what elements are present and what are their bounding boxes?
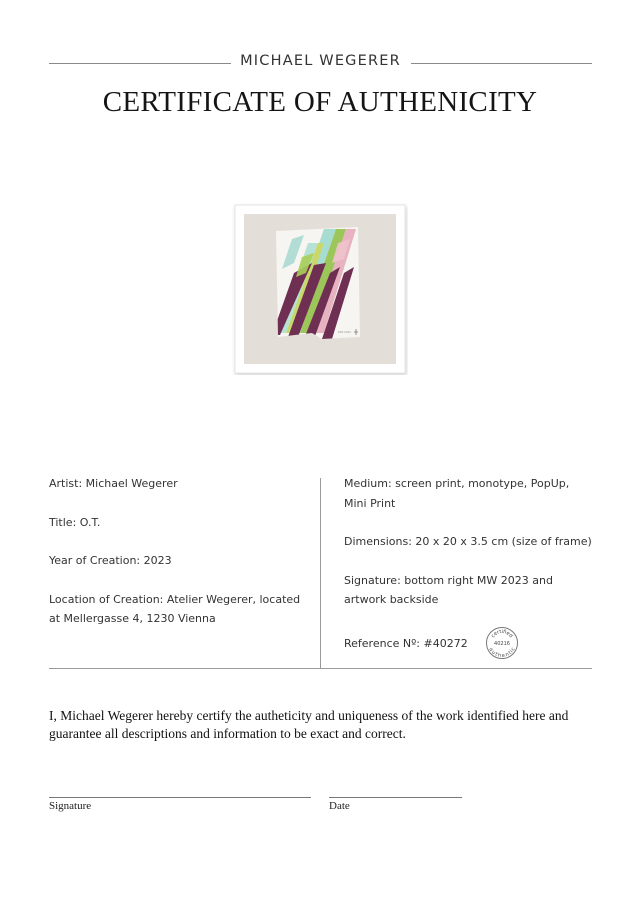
reference-row (344, 629, 592, 659)
column-divider (320, 478, 321, 668)
stamp-top-text: certified (489, 628, 514, 639)
stamp-bottom-text: authentic (487, 646, 517, 658)
artwork-image (232, 203, 408, 375)
reference-field: Reference Nº: #40272 (344, 636, 468, 650)
artist-name-heading: MICHAEL WEGERER (240, 53, 401, 69)
svg-text:authentic (487, 646, 516, 658)
details-right-column (344, 474, 592, 678)
signature-field: Signature: bottom right MW 2023 and artwork backside (344, 573, 553, 606)
certified-stamp-icon (486, 627, 518, 659)
header (49, 52, 592, 74)
title-field: Title: O.T. (49, 515, 101, 529)
details-left-column (49, 474, 311, 648)
date-line (329, 797, 462, 798)
date-label: Date (329, 800, 350, 812)
signature-line (49, 797, 311, 798)
location-field: Location of Creation: Atelier Wegerer, located at Mellergasse 4, 1230 Vienna (49, 592, 301, 625)
certification-statement: I, Michael Wegerer hereby certify the autheticity and uniqueness of the work identified here and guarantee all descriptions and information to be exact and correct. (49, 708, 569, 741)
artist-field: Artist: Michael Wegerer (49, 477, 178, 490)
svg-text:MW 2023: MW 2023 (338, 330, 351, 334)
certificate-title: CERTIFICATE OF AUTHENICITY (102, 86, 538, 118)
svg-text:certified (490, 628, 514, 638)
year-field: Year of Creation: 2023 (49, 554, 172, 567)
medium-field: Medium: screen print, monotype, PopUp, Mini Print (344, 477, 570, 510)
signature-label: Signature (49, 800, 92, 812)
stamp-number: 40216 (493, 640, 510, 647)
dimensions-field: Dimensions: 20 x 20 x 3.5 cm (size of frame) (344, 535, 592, 548)
details-bottom-rule (49, 668, 592, 669)
header-rule-right (411, 63, 592, 64)
